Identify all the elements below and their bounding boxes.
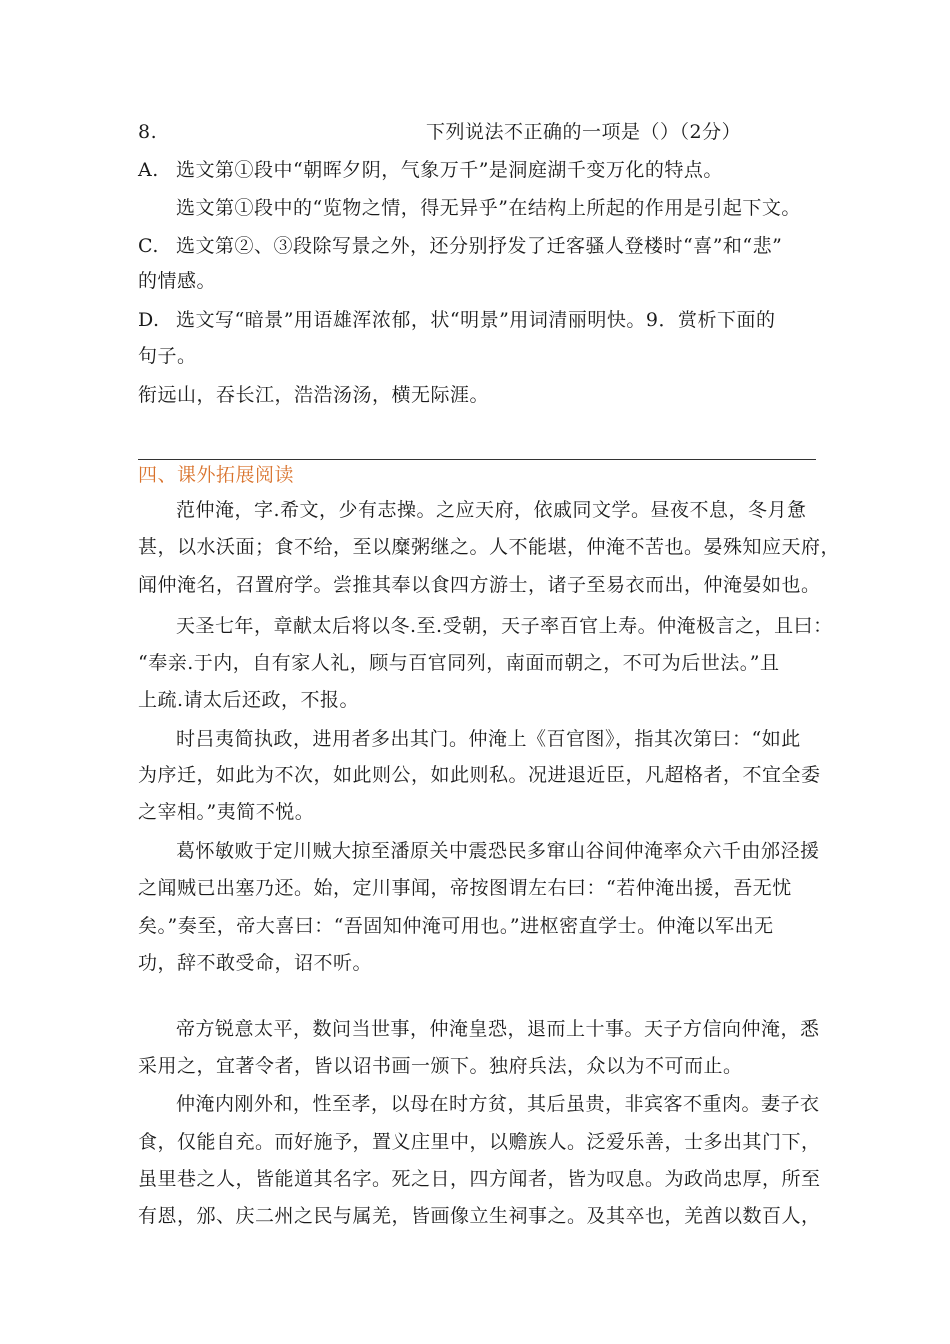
option-c-label: C. [138,235,159,257]
section-divider [138,459,816,460]
question-8-number: 8. [138,121,158,143]
passage-line: 葛怀敏败于定川贼大掠至潘原关中震恐民多窜山谷间仲淹率众六千由邠泾援 [176,840,820,862]
passage-line: 虽里巷之人，皆能道其名字。死之日，四方闻者，皆为叹息。为政尚忠厚，所至 [138,1168,821,1190]
passage-line: 时吕夷简执政，进用者多出其门。仲淹上《百官图》，指其次第曰：“如此 [176,728,801,750]
option-b-text: 选文第①段中的“览物之情，得无异乎”在结构上所起的作用是引起下文。 [176,197,801,219]
question-9-sentence: 衔远山，吞长江，浩浩汤汤，横无际涯。 [138,384,490,406]
passage-line: 矣。”奏至，帝大喜曰：“吾固知仲淹可用也。”进枢密直学士。仲淹以军出无 [138,915,774,937]
option-d-text-line1: 选文写“暗景”用语雄浑浓郁，状“明景”用词清丽明快。9．赏析下面的 [176,309,776,331]
passage-line: 仲淹内刚外和，性至孝，以母在时方贫，其后虽贵，非宾客不重肉。妻子衣 [176,1093,820,1115]
passage-line: 上疏.请太后还政，不报。 [138,689,360,711]
option-a-label: A. [138,159,159,181]
passage-line: 功，辞不敢受命，诏不听。 [138,952,373,974]
question-8-stem: 下列说法不正确的一项是（）（2分） [426,121,742,143]
passage-line: “奉亲.于内，自有家人礼，顾与百官同列，南面而朝之，不可为后世法。”且 [138,652,780,674]
passage-line: 食，仅能自充。而好施予，置义庄里中，以赡族人。泛爱乐善，士多出其门下， [138,1131,821,1153]
option-d-label: D. [138,309,160,331]
option-d-text-line2: 句子。 [138,345,197,367]
passage-line: 为序迁，如此为不次，如此则公，如此则私。况进退近臣，凡超格者，不宜全委 [138,764,821,786]
passage-line: 甚，以水沃面；食不给，至以糜粥继之。人不能堪，仲淹不苦也。晏殊知应天府， [138,536,841,558]
option-c-text-line2: 的情感。 [138,270,217,292]
passage-line: 闻仲淹名，召置府学。尝推其奉以食四方游士，诸子至易衣而出，仲淹晏如也。 [138,574,821,596]
passage-line: 采用之，宜著令者，皆以诏书画一颁下。独府兵法，众以为不可而止。 [138,1055,743,1077]
passage-line: 帝方锐意太平，数问当世事，仲淹皇恐，退而上十事。天子方信向仲淹，悉 [176,1018,820,1040]
passage-line: 之闻贼已出塞乃还。始，定川事闻，帝按图谓左右曰：“若仲淹出援，吾无忧 [138,877,792,899]
passage-line: 之宰相。”夷简不悦。 [138,801,315,823]
passage-line: 有恩，邠、庆二州之民与属羌，皆画像立生祠事之。及其卒也，羌酋以数百人， [138,1205,821,1227]
option-c-text-line1: 选文第②、③段除写景之外，还分别抒发了迁客骚人登楼时“喜”和“悲” [176,235,783,257]
passage-line: 范仲淹，字.希文，少有志操。之应天府，依戚同文学。昼夜不息，冬月惫 [176,499,807,521]
option-a-text: 选文第①段中“朝晖夕阴，气象万千”是洞庭湖千变万化的特点。 [176,159,723,181]
passage-line: 天圣七年，章献太后将以冬.至.受朝，天子率百官上寿。仲淹极言之，且曰： [176,615,833,637]
reading-section-heading: 四、课外拓展阅读 [138,464,295,486]
